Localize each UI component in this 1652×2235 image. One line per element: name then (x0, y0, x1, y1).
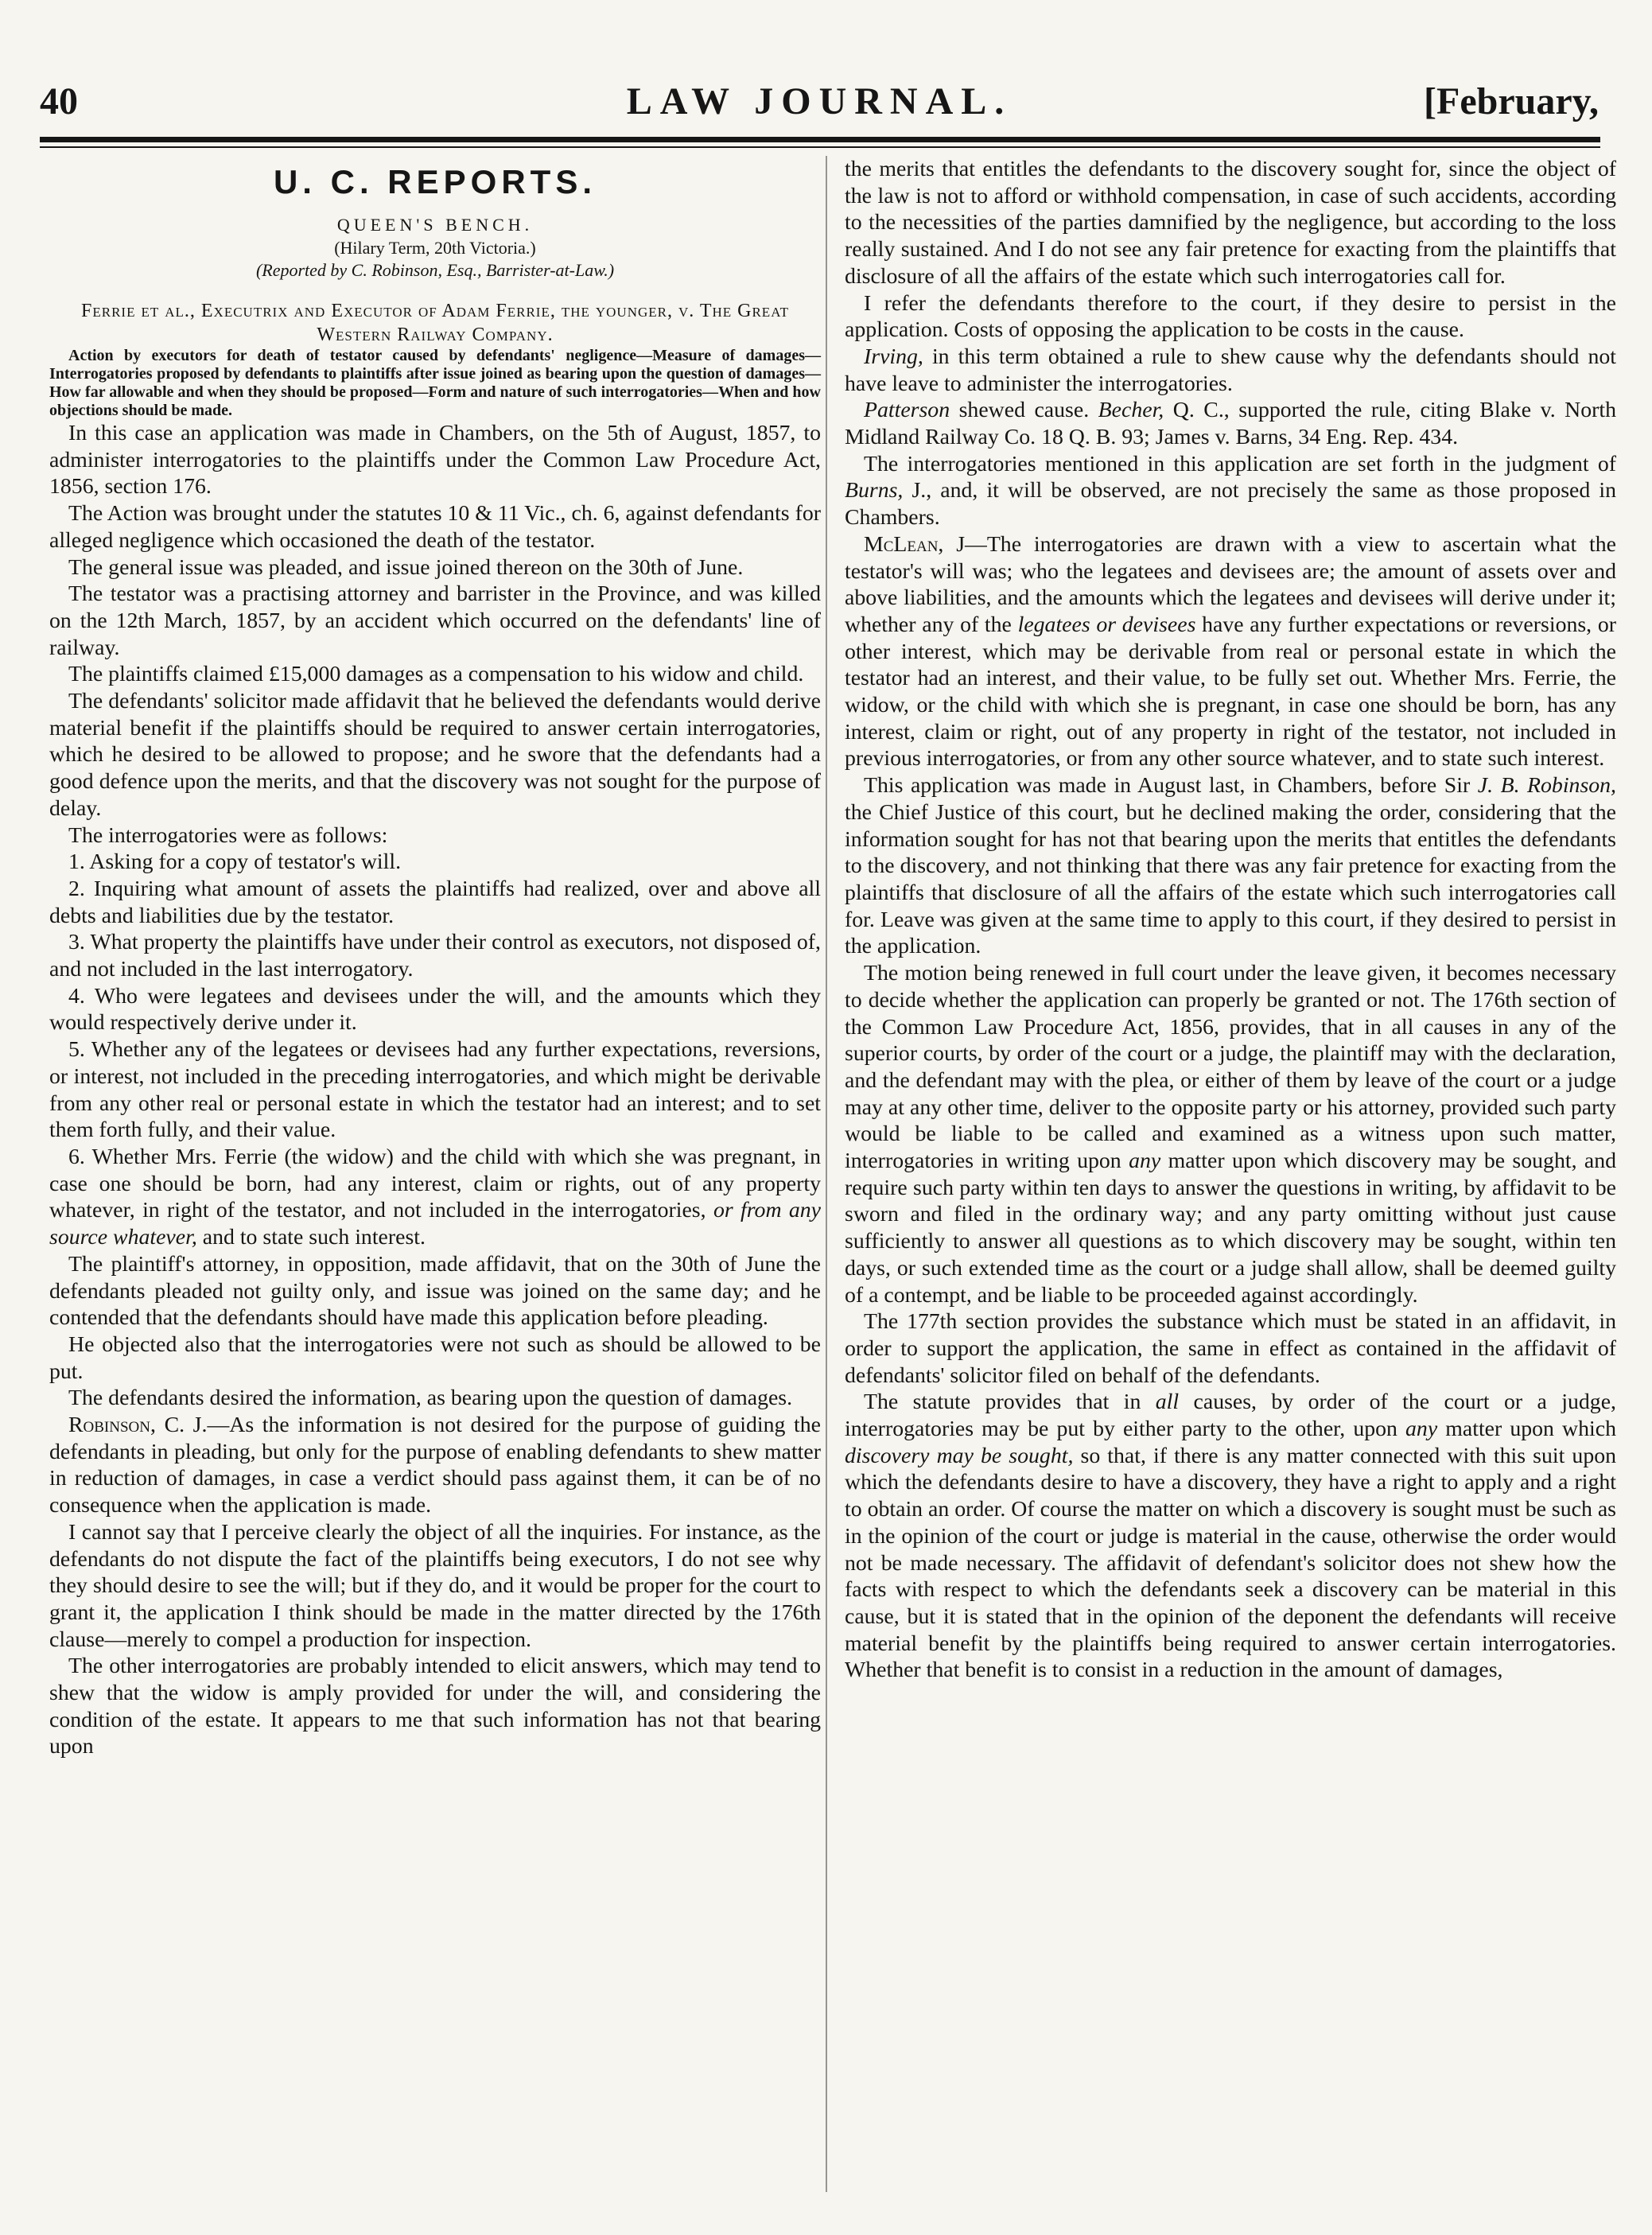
text-run: J., and, it will be observed, are not precisely the same as those proposed in Chambers. (845, 478, 1616, 531)
paragraph: In this case an application was made in Chambers, on the 5th of August, 1857, to administer interrogatories to the plaintiffs under the Common Law Procedure Act, 1856, section 176. (49, 421, 821, 499)
left-column (49, 156, 821, 1760)
interrogatory-item (49, 1144, 821, 1251)
paragraph: He objected also that the interrogatories were not such as should be allowed to be put. (49, 1331, 821, 1384)
paragraph: The defendants desired the information, as bearing upon the question of damages. (68, 1386, 793, 1411)
paragraph (845, 451, 1616, 531)
italic-run: any (1405, 1417, 1438, 1442)
text-run: have any further expectations or reversions, or other interest, which may be derivable from real or personal estate in which the testator had an interest, and their value, to be fully set out. Whether Mrs. Ferrie, the widow, or the child with which she is pregnant, in case one should be born, has any interest, claim or right, out of any property in right of the testator, not included in previous interrogatories, or from any other source whatever, and to state such interest. (845, 612, 1616, 772)
text-run: matter upon which (1445, 1417, 1616, 1442)
page-number: 40 (40, 80, 78, 122)
text-run: causes, by order of the court or a judge, interrogatories may be put by either party to the other, upon (845, 1390, 1616, 1442)
text-run: the Chief Justice of this court, but he declined making the order, considering that the information sought for has not that bearing upon the merits that entitles the defendants to the discovery, and not thinking that there was any fair pretence for exacting from the plaintiffs that disclosure of all the affairs of the estate which such interrogatories call for. Leave was given at the same time to apply to this court, if they desired to persist in the application. (845, 799, 1616, 959)
paragraph (845, 960, 1616, 1308)
paragraph (845, 772, 1616, 960)
paragraph: The testator was a practising attorney and barrister in the Province, and was killed on the 12th March, 1857, by an accident which occurred on the defendants' line of railway. (49, 581, 821, 660)
text-run: in this term obtained a rule to shew cause why the defendants should not have leave to administer the interrogatories. (845, 344, 1616, 396)
italic-run: legatees or devisees (1017, 612, 1196, 637)
text-run: —As the information is not desired for the purpose of guiding the defendants in pleading, but only for the purpose of enabling defendants to shew matter in reduction of damages, in case a verdict should pass against them, it can be of no consequence when the application is made. (49, 1413, 821, 1518)
italic-run: any (1129, 1149, 1161, 1174)
text-run: shewed cause. (958, 398, 1090, 423)
text-run: matter upon which discovery may be sought, and require such party within ten days to answer the questions in writing, by affidavit to be sworn and filed in the ordinary way; and any party omitting without just cause sufficiently to answer all questions as to which discovery may be sought, within ten days, or such extended time as the court or a judge shall allow, shall be deemed guilty of a contempt, and be liable to be proceeded against accordingly. (845, 1149, 1617, 1308)
text-run: so that, if there is any matter connected with this suit upon which the defendants desire to have a discovery, they have a right to apply and a right to obtain an order. Of course the matter on which a discovery is sought must be such as in the opinion of the court or judge is material in the cause, otherwise the order would not be made necessary. The affidavit of defendant's solicitor does not shew how the facts with respect to which the defendants seek a discovery can be material in this cause, but it is stated that in the opinion of the deponent the defendants will receive material benefit by the plaintiffs being required to answer certain interrogatories. Whether that benefit is to consist in a reduction in the amount of damages, (845, 1443, 1617, 1683)
paragraph: The general issue was pleaded, and issue joined thereon on the 30th of June. (68, 554, 744, 580)
reporter-line: (Reported by C. Robinson, Esq., Barrister-at-Law.) (255, 260, 615, 280)
headnote: Action by executors for death of testator caused by defendants' negligence—Measure of damages—Interrogatories proposed by defendants to plaintiffs after issue joined as bearing upon the question of damages—How far allowable and when they should be proposed—Form and nature of such interrogatories—When and how objections should be made. (49, 347, 821, 419)
text-run: The statute provides that in (864, 1390, 1141, 1415)
court-name: QUEEN'S BENCH. (336, 215, 534, 235)
judge-name: McLean, J (864, 531, 966, 557)
judge-name: Robinson, C. J. (68, 1413, 208, 1438)
header-rule-thin (40, 146, 1600, 148)
text-run: 6. Whether Mrs. Ferrie (the widow) and the child with which she was pregnant, in case one should be born, had any interest, claim or rights, out of any property whatever, in right of the testator, and not included in the interrogatories, (49, 1144, 821, 1223)
text-run: Q. C., supported the rule, citing Blake v. North Midland Railway Co. 18 Q. B. 93; James v. Barns, 34 Eng. Rep. 434. (845, 398, 1617, 450)
paragraph (845, 397, 1616, 450)
interrogatory-item: 2. Inquiring what amount of assets the plaintiffs had realized, over and above all debts and liabilities due by the testator. (49, 876, 821, 928)
paragraph: The interrogatories were as follows: (68, 822, 388, 848)
paragraph (845, 344, 1616, 397)
paragraph: I refer the defendants therefore to the court, if they desire to persist in the application. Costs of opposing the application to be costs in the cause. (845, 290, 1616, 343)
interrogatory-item: 1. Asking for a copy of testator's will. (68, 849, 402, 875)
counsel-name: Irving, (864, 344, 923, 369)
paragraph: The plaintiffs claimed £15,000 damages as a compensation to his widow and child. (68, 662, 804, 687)
italic-run: all (1155, 1390, 1180, 1415)
paragraph: I cannot say that I perceive clearly the object of all the inquiries. For instance, as the defendants do not dispute the fact of the plaintiffs being executors, I do not see why they should desire to see the will; but if they do, and it would be proper for the court to grant it, the application I think should be made in the matter directed by the 176th clause—merely to compel a production for inspection. (49, 1519, 821, 1652)
term-line: (Hilary Term, 20th Victoria.) (334, 238, 536, 258)
judge-name: J. B. Robinson, (1477, 773, 1617, 799)
running-header (40, 80, 1599, 135)
interrogatory-item: 3. What property the plaintiffs have under their control as executors, not disposed of, and not included in the last interrogatory. (49, 930, 821, 982)
paragraph: The defendants' solicitor made affidavit that he believed the defendants would derive material benefit if the plaintiffs should be required to answer certain interrogatories, which he desired to be allowed to propose; and he swore that the defendants had a good defence upon the merits, and that the discovery was not sought for the purpose of delay. (49, 689, 821, 821)
header-month: [February, (1424, 80, 1599, 122)
paragraph (49, 1412, 821, 1519)
paragraph: The Action was brought under the statutes 10 & 11 Vic., ch. 6, against defendants for alleged negligence which occasioned the death of the testator. (49, 501, 821, 553)
text-run: and to state such interest. (202, 1225, 426, 1250)
italic-run: or from any source whatever, (49, 1198, 822, 1250)
text-run: This application was made in August last, in Chambers, before Sir (864, 773, 1471, 799)
journal-title: LAW JOURNAL. (626, 80, 1013, 122)
right-column (845, 156, 1616, 1684)
interrogatory-item: 5. Whether any of the legatees or devisees had any further expectations, reversions, or interest, not included in the preceding interrogatories, and which might be derivable from any other real or personal estate in which the testator had an interest; and to set them forth fully, and their value. (49, 1037, 821, 1143)
header-rule-thick (40, 137, 1600, 142)
counsel-name: Patterson (864, 398, 950, 423)
counsel-name: Becher, (1098, 398, 1164, 423)
column-divider (826, 156, 827, 2192)
text-run: The motion being renewed in full court under the leave given, it becomes necessary to decide whether the application can properly be granted or not. The 176th section of the Common Law Procedure Act, 1856, provides, that in all causes in any of the superior courts, by order of the court or a judge, the plaintiff may with the declaration, and the defendant may with the plea, or either of them by leave of the court or a judge may at any other time, deliver to the opposite party or his attorney, provided such party would be liable to be called and examined as a witness upon such matter, interrogatories in writing upon (845, 961, 1616, 1174)
italic-run: discovery may be sought, (845, 1443, 1074, 1468)
paragraph: the merits that entitles the defendants to the discovery sought for, since the object of the law is not to afford or withhold compensation, in case of such accidents, according to the necessities of the parties damnified by the negligence, but according to the loss really sustained. And I do not see any fair pretence for exacting from the plaintiffs that disclosure of all the affairs of the estate which such interrogatories call for. (845, 157, 1616, 289)
judge-name: Burns, (845, 478, 904, 503)
paragraph: The other interrogatories are probably intended to elicit answers, which may tend to shew that the widow is amply provided for under the will, and considering the condition of the estate. It appears to me that such information has not that bearing upon (49, 1654, 821, 1759)
paragraph (845, 531, 1616, 772)
paragraph: The plaintiff's attorney, in opposition, made affidavit, that on the 30th of June the defendants pleaded not guilty only, and issue was joined on the same day; and he contended that the defendants should have made this application before pleading. (49, 1251, 821, 1331)
case-title: Ferrie et al., Executrix and Executor of Adam Ferrie, the younger, v. The Great Western Railway Company. (81, 301, 789, 345)
paragraph: The 177th section provides the substance which must be stated in an affidavit, in order to support the application, the same in effect as contained in the affidavit of defendants' solicitor filed on behalf of the defendants. (845, 1309, 1616, 1388)
interrogatory-item: 4. Who were legatees and devisees under the will, and the amounts which they would respectively derive under it. (49, 983, 821, 1036)
text-run: —The interrogatories are drawn with a view to ascertain what the testator's will was; who the legatees and devisees are; the amount of assets over and above liabilities, and the amounts which the legatees and devisees will derive under it; whether any of the (845, 531, 1616, 637)
section-title: U. C. REPORTS. (273, 163, 597, 200)
paragraph (845, 1389, 1616, 1684)
text-run: The interrogatories mentioned in this application are set forth in the judgment of (864, 451, 1616, 476)
